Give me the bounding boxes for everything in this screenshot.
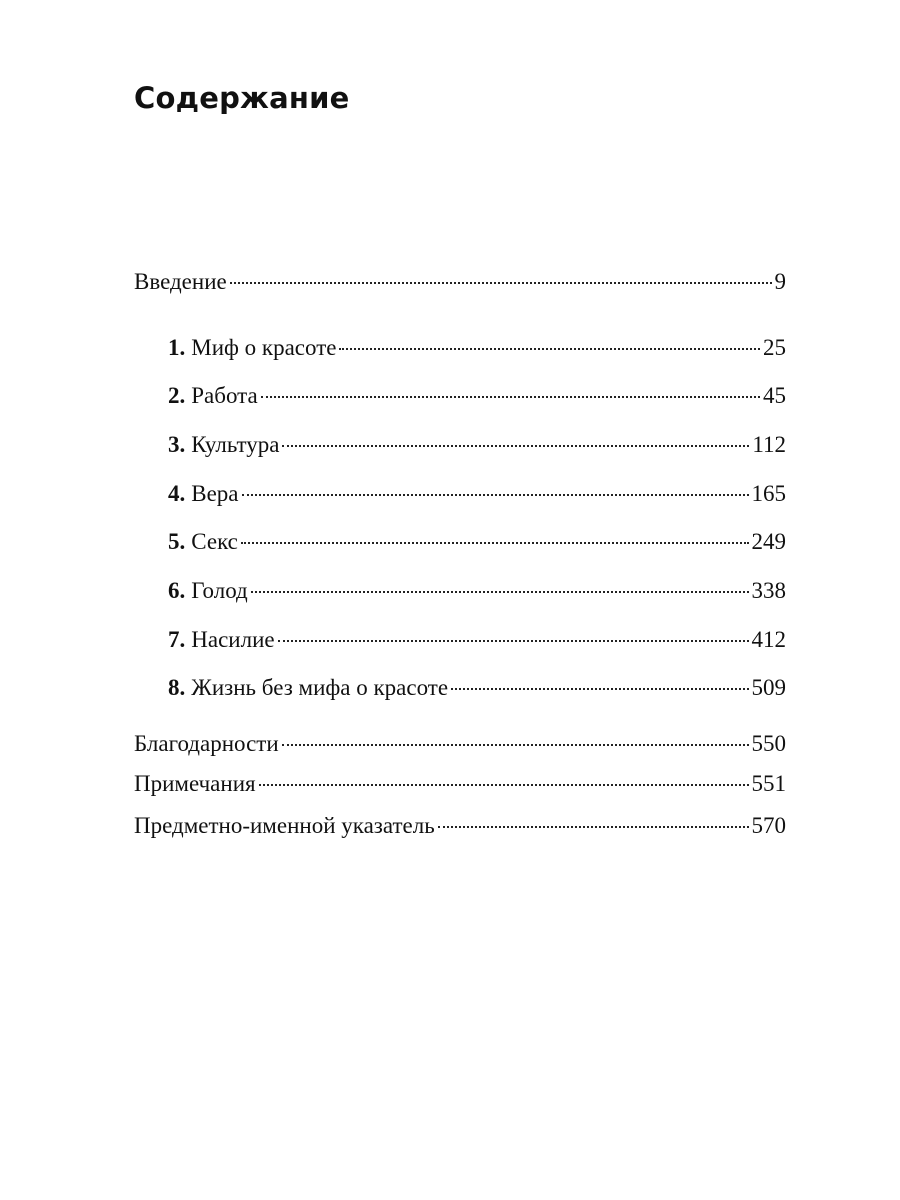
chapter-number: 8. (168, 675, 186, 700)
toc-entry-chapter-7[interactable] (168, 626, 786, 654)
toc-entry-chapter-6[interactable] (168, 577, 786, 605)
toc-entry-label: Благодарности (134, 731, 279, 756)
toc-entry-chapter-5[interactable] (168, 528, 786, 556)
toc-entry-chapter-3[interactable] (168, 431, 786, 459)
chapter-number: 4. (168, 481, 186, 506)
toc-entry-label: Культура (191, 432, 280, 457)
toc-entry-chapter-8[interactable] (168, 674, 786, 702)
toc-page-number: 509 (751, 675, 786, 700)
toc-entry-label: Вера (191, 481, 239, 506)
toc-entry-label: Секс (191, 529, 238, 554)
toc-entry-label: Жизнь без мифа о красоте (191, 675, 449, 700)
toc-entry-chapter-2[interactable] (168, 382, 786, 410)
toc-entry-chapter-4[interactable] (168, 480, 786, 508)
dot-leader (259, 784, 749, 786)
toc-page-number: 45 (763, 383, 786, 408)
toc-page-number: 249 (751, 529, 786, 554)
toc-entry-label: Примечания (134, 771, 256, 796)
chapter-number: 1. (168, 335, 186, 360)
dot-leader (282, 445, 749, 447)
toc-entry-label: Миф о красоте (191, 335, 337, 360)
toc-page-number: 112 (752, 432, 786, 457)
toc-entry-label: Насилие (191, 627, 275, 652)
toc-page-number: 412 (751, 627, 786, 652)
toc-entry-label: Работа (191, 383, 258, 408)
toc-page-number: 25 (763, 335, 786, 360)
dot-leader (438, 826, 749, 828)
toc-page-number: 9 (774, 269, 786, 294)
toc-entry-label: Предметно-именной указатель (134, 813, 435, 838)
dot-leader (230, 282, 772, 284)
chapter-number: 7. (168, 627, 186, 652)
dot-leader (339, 348, 760, 350)
dot-leader (278, 640, 749, 642)
toc-entry-acknowledgements[interactable] (134, 730, 786, 758)
toc-page-number: 551 (751, 771, 786, 796)
dot-leader (242, 494, 749, 496)
toc-page-number: 570 (751, 813, 786, 838)
dot-leader (261, 396, 760, 398)
toc-entry-introduction[interactable] (134, 268, 786, 296)
chapter-number: 3. (168, 432, 186, 457)
chapter-number: 5. (168, 529, 186, 554)
toc-entry-index[interactable] (134, 812, 786, 840)
toc-page-number: 550 (751, 731, 786, 756)
toc-page-number: 338 (751, 578, 786, 603)
toc-entry-notes[interactable] (134, 770, 786, 798)
toc-entry-label: Введение (134, 269, 227, 294)
dot-leader (251, 591, 749, 593)
page-title: Содержание (134, 81, 350, 115)
toc-entry-chapter-1[interactable] (168, 334, 786, 362)
chapter-number: 6. (168, 578, 186, 603)
toc-entry-label: Голод (191, 578, 248, 603)
toc-page-number: 165 (751, 481, 786, 506)
dot-leader (282, 744, 749, 746)
dot-leader (241, 542, 749, 544)
dot-leader (451, 688, 748, 690)
chapter-number: 2. (168, 383, 186, 408)
